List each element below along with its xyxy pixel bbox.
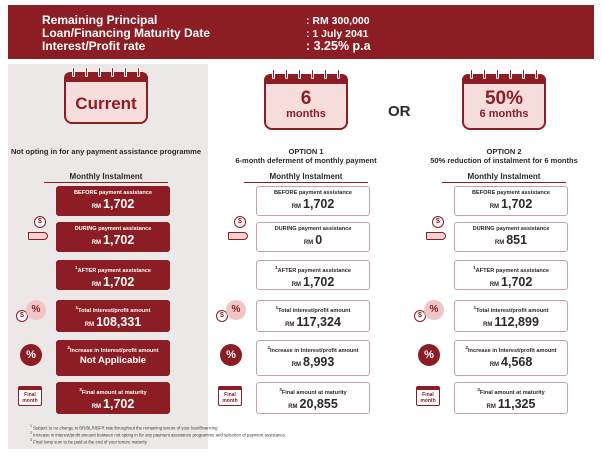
before-label: BEFORE payment assistance bbox=[471, 190, 551, 196]
principal-label: Remaining Principal bbox=[42, 13, 158, 27]
final-label: Final amount at maturity bbox=[81, 389, 147, 396]
percent-up-icon: % bbox=[418, 344, 446, 372]
footnote-text: Subject to no change in BR/BLR/BFR rate throughout the remaining tenure of your loan/financing bbox=[33, 425, 218, 431]
maturity-value: : 1 July 2041 bbox=[306, 28, 369, 40]
currency-label: RM bbox=[91, 204, 102, 210]
calendar-number: 6 bbox=[300, 88, 312, 109]
column-option-1 bbox=[208, 64, 404, 449]
before-box bbox=[256, 186, 370, 216]
currency-label: RM bbox=[288, 403, 298, 410]
currency-label: RM bbox=[285, 321, 295, 328]
before-value: 1,702 bbox=[303, 197, 335, 211]
before-label: BEFORE payment assistance bbox=[73, 190, 153, 196]
during-label: DURING payment assistance bbox=[472, 226, 550, 232]
column-current bbox=[8, 64, 204, 449]
monthly-instalment-label: Monthly Instalment bbox=[269, 172, 343, 181]
final-box: $^3$Final amount at maturity RM 1,702 bbox=[56, 382, 170, 414]
after-label: AFTER payment assistance bbox=[475, 267, 549, 274]
rate-value: : 3.25% p.a bbox=[306, 39, 371, 53]
calendar-unit: months bbox=[286, 108, 326, 120]
option-subtitle: 50% reduction of instalment for 6 months bbox=[430, 156, 578, 165]
footnote-text: Increase in interest/profit amount between not opting in for any payment assistance programme and selection of payment assistance. bbox=[33, 432, 287, 438]
after-value: 1,702 bbox=[501, 274, 533, 289]
or-separator: OR bbox=[388, 103, 411, 120]
footnote-1: $^1$ Subject to no change in BR/BLR/BFR rate throughout the remaining tenure of your loan/financing bbox=[30, 424, 218, 431]
currency-label: RM bbox=[489, 204, 500, 210]
divider bbox=[442, 182, 566, 183]
final-value: 20,855 bbox=[299, 396, 338, 411]
column-option-2 bbox=[406, 64, 602, 449]
option-title: OPTION 1 bbox=[288, 147, 324, 156]
increase-box: $^2$Increase in Interest/profit amount Not Applicable bbox=[56, 340, 170, 376]
calendar-unit: 6 months bbox=[479, 108, 529, 120]
during-value: 1,702 bbox=[103, 233, 135, 247]
during-value: 0 bbox=[315, 233, 323, 247]
during-value: 851 bbox=[506, 233, 528, 247]
footnote-text: Final lump sum to be paid at the end of your tenure maturity bbox=[33, 439, 147, 445]
summary-header bbox=[8, 5, 594, 59]
before-box bbox=[454, 186, 568, 216]
option-title: OPTION 2 bbox=[486, 147, 522, 156]
total-value: 108,331 bbox=[96, 314, 142, 329]
final-month-calendar-icon: Final month bbox=[416, 386, 440, 406]
increase-value: 4,568 bbox=[501, 354, 533, 369]
footnote-3: $^3$ Final lump sum to be paid at the end of your tenure maturity bbox=[30, 438, 147, 445]
currency-label: RM bbox=[91, 281, 102, 288]
currency-label: RM bbox=[291, 204, 302, 210]
principal-value: : RM 300,000 bbox=[306, 15, 370, 27]
final-value: 11,325 bbox=[497, 396, 536, 411]
during-label: DURING payment assistance bbox=[74, 226, 152, 232]
after-value: 1,702 bbox=[103, 274, 135, 289]
final-label: Final amount at maturity bbox=[479, 389, 545, 396]
final-value: 1,702 bbox=[103, 396, 135, 411]
before-value: 1,702 bbox=[501, 197, 533, 211]
percent-up-icon: % bbox=[20, 344, 48, 372]
total-box: $^1$Total interest/profit amount RM 112,899 bbox=[454, 300, 568, 332]
hand-coin-icon: $ bbox=[26, 216, 54, 244]
divider bbox=[244, 182, 368, 183]
calendar-number: 50% bbox=[484, 88, 524, 109]
total-label: Total interest/profit amount bbox=[278, 307, 351, 314]
calendar-icon bbox=[462, 74, 546, 130]
calendar-label bbox=[266, 90, 346, 121]
currency-label: RM bbox=[489, 281, 500, 288]
rate-label: Interest/Profit rate bbox=[42, 39, 146, 53]
increase-label: Increase in Interest/profit amount bbox=[468, 347, 557, 354]
currency-label: RM bbox=[486, 403, 496, 410]
option-subtitle: Not opting in for any payment assistance programme bbox=[10, 147, 202, 156]
percent-up-icon: % bbox=[220, 344, 248, 372]
increase-value: Not Applicable bbox=[79, 354, 147, 366]
currency-label: RM bbox=[84, 321, 95, 328]
total-label: Total interest/profit amount bbox=[78, 307, 151, 314]
after-value: 1,702 bbox=[303, 274, 335, 289]
calendar-label bbox=[464, 90, 544, 121]
increase-box: $^2$Increase in Interest/profit amount RM 4,568 bbox=[454, 340, 568, 376]
currency-label: RM bbox=[303, 240, 314, 246]
percent-coins-icon: $ % bbox=[216, 300, 244, 328]
hand-coin-icon: $ bbox=[226, 216, 254, 244]
final-label: Final amount at maturity bbox=[281, 389, 347, 396]
final-month-calendar-icon: Final month bbox=[218, 386, 242, 406]
before-value: 1,702 bbox=[103, 197, 135, 211]
after-box: $^1$AFTER payment assistance RM 1,702 bbox=[56, 260, 170, 290]
after-label: AFTER payment assistance bbox=[277, 267, 351, 274]
before-box bbox=[56, 186, 170, 216]
footnote-2: $^2$ Increase in interest/profit amount between not opting in for any payment assistance programme and selection of payment assistance. bbox=[30, 431, 287, 438]
total-box: $^1$Total interest/profit amount RM 108,331 bbox=[56, 300, 170, 332]
currency-label: RM bbox=[91, 403, 102, 410]
increase-value: 8,993 bbox=[303, 354, 335, 369]
option-subtitle: 6-month deferment of monthly payment bbox=[235, 156, 377, 165]
hand-coin-icon: $ bbox=[424, 216, 452, 244]
during-label: DURING payment assistance bbox=[274, 226, 352, 232]
before-label: BEFORE payment assistance bbox=[273, 190, 353, 196]
final-box: $^3$Final amount at maturity RM 11,325 bbox=[454, 382, 568, 414]
total-label: Total interest/profit amount bbox=[476, 307, 549, 314]
during-box bbox=[256, 222, 370, 252]
percent-coins-icon: $ % bbox=[16, 300, 44, 328]
total-box: $^1$Total interest/profit amount RM 117,324 bbox=[256, 300, 370, 332]
during-box bbox=[56, 222, 170, 252]
calendar-icon bbox=[264, 74, 348, 130]
currency-label: RM bbox=[483, 321, 493, 328]
currency-label: RM bbox=[494, 240, 505, 246]
percent-coins-icon: $ % bbox=[414, 300, 442, 328]
increase-box: $^2$Increase in Interest/profit amount RM 8,993 bbox=[256, 340, 370, 376]
currency-label: RM bbox=[489, 361, 500, 368]
currency-label: RM bbox=[91, 240, 102, 246]
currency-label: RM bbox=[291, 361, 302, 368]
total-value: 112,899 bbox=[494, 314, 539, 329]
monthly-instalment-label: Monthly Instalment bbox=[467, 172, 541, 181]
monthly-instalment-label: Monthly Instalment bbox=[69, 172, 143, 181]
after-label: AFTER payment assistance bbox=[77, 267, 151, 274]
increase-label: Increase in Interest/profit amount bbox=[270, 347, 359, 354]
final-box: $^3$Final amount at maturity RM 20,855 bbox=[256, 382, 370, 414]
after-box: $^1$AFTER payment assistance RM 1,702 bbox=[256, 260, 370, 290]
calendar-icon bbox=[64, 72, 148, 124]
final-month-calendar-icon: Final month bbox=[18, 386, 42, 406]
maturity-label: Loan/Financing Maturity Date bbox=[42, 26, 211, 40]
increase-label: Increase in Interest/profit amount bbox=[70, 347, 159, 354]
during-box bbox=[454, 222, 568, 252]
total-value: 117,324 bbox=[296, 314, 341, 329]
currency-label: RM bbox=[291, 281, 302, 288]
divider bbox=[44, 182, 168, 183]
after-box: $^1$AFTER payment assistance RM 1,702 bbox=[454, 260, 568, 290]
calendar-label: Current bbox=[75, 94, 137, 113]
